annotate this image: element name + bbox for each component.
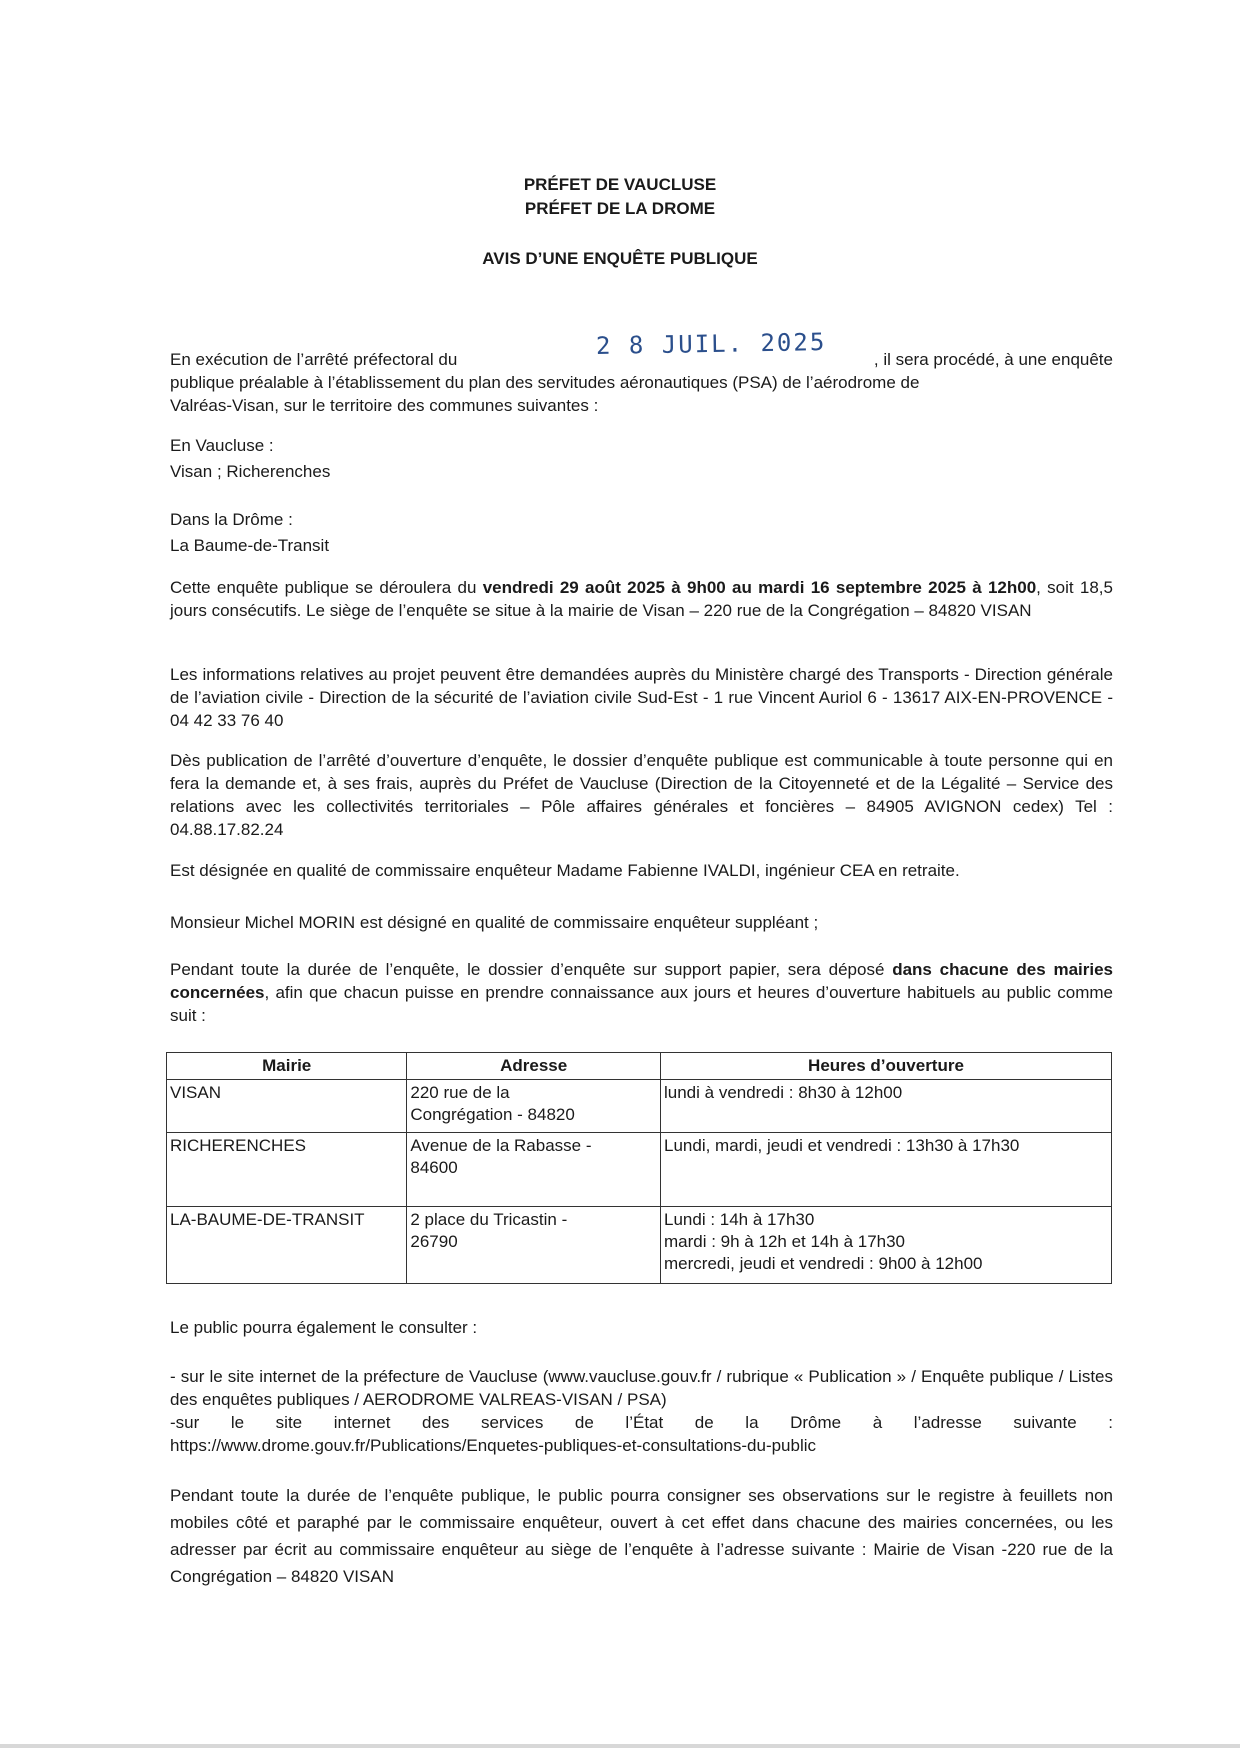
dates-end-time: à 12h00: [972, 578, 1037, 597]
adresse-cell: [407, 1133, 661, 1207]
scan-edge-divider: [0, 1744, 1240, 1748]
column-header-heures: Heures d’ouverture: [661, 1053, 1112, 1080]
info-paragraph: Les informations relatives au projet peuvent être demandées auprès du Ministère chargé des Transports - Direction générale de l’aviation civile - Direction de la sécurité de l’aviation civile Sud-Est - 1 rue Vincent Auriol 6 - 13617 AIX-EN-PROVENCE - 04 42 33 76 40: [170, 665, 1113, 730]
communes-drome: [170, 508, 1113, 557]
date-stamp: 2 8 JUIL. 2025: [595, 327, 827, 361]
consult-item-drome: -sur le site internet des services de l’État de la Drôme à l’adresse suivante :: [170, 1413, 1113, 1432]
adresse-line: 26790: [410, 1232, 458, 1251]
drome-url: https://www.drome.gouv.fr/Publications/Enquetes-publiques-et-consultations-du-public: [170, 1436, 817, 1455]
vaucluse-list: Visan ; Richerenches: [170, 462, 331, 481]
intro-line3: Valréas-Visan, sur le territoire des communes suivantes :: [170, 396, 599, 415]
adresse-cell: [407, 1207, 661, 1284]
depot-bold: dans chacune des mairies concernées: [170, 960, 1113, 1002]
column-header-mairie: Mairie: [167, 1053, 407, 1080]
heures-cell: [661, 1133, 1112, 1207]
dossier-paragraph: Dès publication de l’arrêté d’ouverture d’enquête, le dossier d’enquête publique est communicable à toute personne qui en fera la demande et, à ses frais, auprès du Préfet de Vaucluse (Direction de la Citoyenneté et de la Légalité – Service des relations avec les collectivités territoriales – Pôle affaires générales et foncières – 84905 AVIGNON cedex) Tel : 04.88.17.82.24: [170, 751, 1113, 839]
intro-continuation: [170, 371, 1113, 417]
table-row: [167, 1207, 1112, 1284]
table-row: [167, 1080, 1112, 1133]
mairie-cell: VISAN: [167, 1080, 407, 1133]
heures-cell: [661, 1207, 1112, 1284]
heures-line: Lundi : 14h à 17h30: [664, 1210, 815, 1229]
table-header-row: [167, 1053, 1112, 1080]
prefet-vaucluse-heading: PRÉFET DE VAUCLUSE: [523, 175, 717, 194]
dates-post: , soit 18,5 jours consécutifs. Le siège de l’enquête se situe à la mairie de Visan – 220 rue de la Congrégation – 84820 VISAN: [170, 578, 1113, 620]
observations-paragraph: Pendant toute la durée de l’enquête publique, le public pourra consigner ses observations sur le registre à feuillets non mobiles côté et paraphé par le commissaire enquêteur, ouvert à cet effet dans chacune des mairies concernées, ou les adresser par écrit au commissaire enquêteur au siège de l’enquête à l’adresse suivante : Mairie de Visan -220 rue de la Congrégation – 84820 VISAN: [170, 1486, 1113, 1586]
consult-list: [170, 1365, 1113, 1457]
suppleant-paragraph: Monsieur Michel MORIN est désigné en qualité de commissaire enquêteur suppléant ;: [170, 913, 819, 932]
heures-line: mardi : 9h à 12h et 14h à 17h30: [664, 1232, 906, 1251]
table-row: [167, 1133, 1112, 1207]
dates-paragraph: [170, 576, 1113, 622]
depot-paragraph: [170, 958, 1113, 1027]
adresse-cell: [407, 1080, 661, 1133]
heures-cell: [661, 1080, 1112, 1133]
heures-line: Lundi, mardi, jeudi et vendredi : 13h30 à 17h30: [664, 1136, 1020, 1155]
vaucluse-label: En Vaucluse :: [170, 436, 274, 455]
opening-hours-table: [166, 1052, 1112, 1284]
column-header-adresse: Adresse: [407, 1053, 661, 1080]
mairie-cell: LA-BAUME-DE-TRANSIT: [167, 1207, 407, 1284]
intro-part1: En exécution de l’arrêté préfectoral du: [170, 350, 458, 369]
adresse-line: 2 place du Tricastin -: [410, 1210, 568, 1229]
dates-period: vendredi 29 août 2025 à 9h00 au mardi 16 septembre 2025: [482, 578, 966, 597]
notice-title: AVIS D’UNE ENQUÊTE PUBLIQUE: [482, 249, 758, 268]
drome-list: La Baume-de-Transit: [170, 536, 330, 555]
commissaire-paragraph: Est désignée en qualité de commissaire enquêteur Madame Fabienne IVALDI, ingénieur CEA en retraite.: [170, 861, 960, 880]
communes-vaucluse: [170, 434, 1113, 483]
adresse-line: 84600: [410, 1158, 458, 1177]
adresse-line: Congrégation - 84820: [410, 1105, 575, 1124]
consult-intro: Le public pourra également le consulter :: [170, 1318, 478, 1337]
depot-post: , afin que chacun puisse en prendre connaissance aux jours et heures d’ouverture habituels au public comme suit :: [170, 983, 1113, 1025]
mairie-cell: RICHERENCHES: [167, 1133, 407, 1207]
adresse-line: 220 rue de la: [410, 1083, 510, 1102]
adresse-line: Avenue de la Rabasse -: [410, 1136, 592, 1155]
dates-pre: Cette enquête publique se déroulera du: [170, 578, 483, 597]
heures-line: mercredi, jeudi et vendredi : 9h00 à 12h00: [664, 1254, 983, 1273]
consult-item-vaucluse: - sur le site internet de la préfecture de Vaucluse (www.vaucluse.gouv.fr / rubrique « Publication » / Enquête publique / Listes des enquêtes publiques / AERODROME VALREAS-VISAN / PSA): [170, 1367, 1113, 1409]
heures-line: lundi à vendredi : 8h30 à 12h00: [664, 1083, 903, 1102]
prefet-drome-heading: PRÉFET DE LA DROME: [524, 199, 716, 218]
depot-pre: Pendant toute la durée de l’enquête, le dossier d’enquête sur support papier, sera déposé: [170, 960, 893, 979]
intro-part2: , il sera procédé, à une enquête: [873, 350, 1113, 369]
drome-label: Dans la Drôme :: [170, 510, 293, 529]
intro-line2: publique préalable à l’établissement du plan des servitudes aéronautiques (PSA) de l’aérodrome de: [170, 373, 920, 392]
